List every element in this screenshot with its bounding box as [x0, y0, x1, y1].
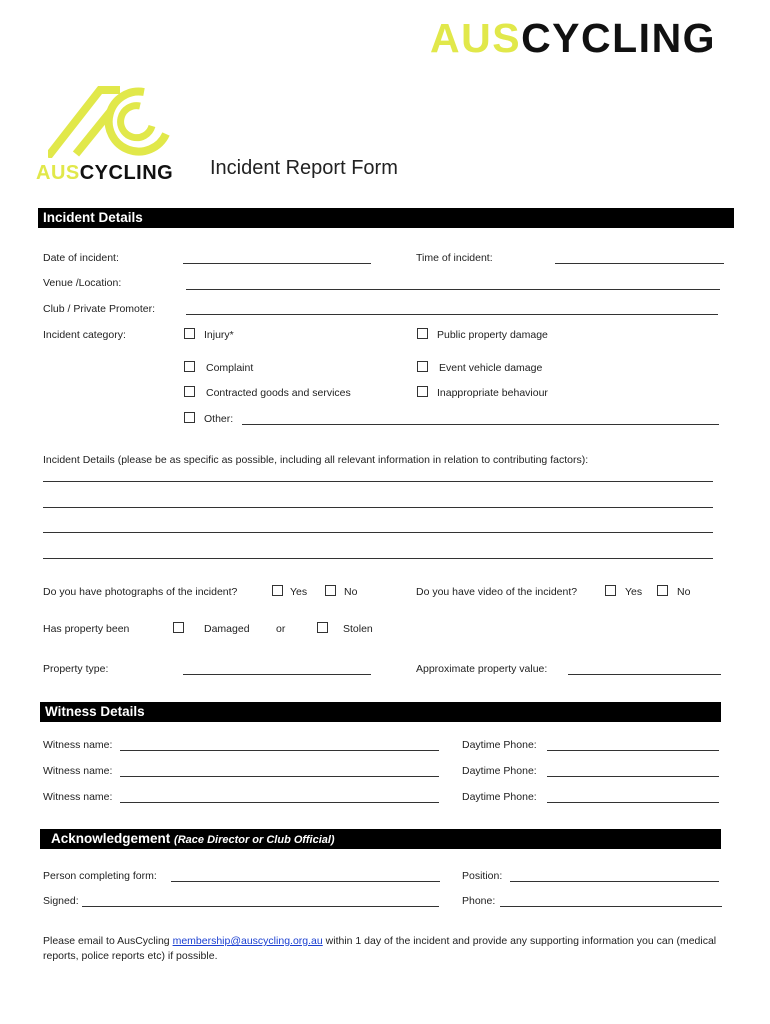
property-value-field[interactable]	[568, 674, 721, 675]
photos-no-checkbox[interactable]	[325, 585, 336, 596]
signed-label: Signed:	[43, 895, 79, 907]
complaint-label: Complaint	[206, 362, 254, 374]
witness-details-header-text: Witness Details	[45, 704, 145, 719]
incident-details-header-text: Incident Details	[43, 210, 143, 225]
details-line[interactable]	[43, 558, 713, 559]
photos-yes-label: Yes	[290, 586, 308, 598]
witness-name-label: Witness name:	[43, 739, 113, 751]
details-line[interactable]	[43, 532, 713, 533]
injury-checkbox[interactable]	[184, 328, 195, 339]
public-property-label: Public property damage	[437, 329, 548, 341]
person-completing-field[interactable]	[171, 881, 440, 882]
footer-pre-text: Please email to AusCycling	[43, 935, 173, 947]
photos-no-label: No	[344, 586, 358, 598]
stolen-label: Stolen	[343, 623, 373, 635]
acknowledgement-header	[40, 829, 721, 849]
witness-phone-field[interactable]	[547, 750, 719, 751]
event-vehicle-label: Event vehicle damage	[439, 362, 543, 374]
property-type-field[interactable]	[183, 674, 371, 675]
time-label: Time of incident:	[416, 252, 493, 264]
category-label: Incident category:	[43, 329, 126, 341]
property-value-label: Approximate property value:	[416, 663, 548, 675]
video-yes-checkbox[interactable]	[605, 585, 616, 596]
witness-phone-field[interactable]	[547, 776, 719, 777]
person-completing-label: Person completing form:	[43, 870, 157, 882]
other-field[interactable]	[242, 424, 719, 425]
signed-field[interactable]	[82, 906, 439, 907]
logo-small-cycling: CYCLING	[79, 162, 174, 184]
complaint-checkbox[interactable]	[184, 361, 195, 372]
phone-label: Phone:	[462, 895, 496, 907]
contracted-label: Contracted goods and services	[206, 387, 351, 399]
witness-phone-label: Daytime Phone:	[462, 791, 537, 803]
damaged-checkbox[interactable]	[173, 622, 184, 633]
venue-label: Venue /Location:	[43, 277, 122, 289]
event-vehicle-checkbox[interactable]	[417, 361, 428, 372]
photos-yes-checkbox[interactable]	[272, 585, 283, 596]
membership-email-link[interactable]: membership@auscycling.org.au	[172, 935, 323, 947]
inappropriate-checkbox[interactable]	[417, 386, 428, 397]
video-no-checkbox[interactable]	[657, 585, 668, 596]
witness-name-field[interactable]	[120, 776, 439, 777]
acknowledgement-header-text: Acknowledgement	[51, 831, 171, 846]
club-label: Club / Private Promoter:	[43, 303, 156, 315]
property-type-label: Property type:	[43, 663, 109, 675]
logo-cycling-text: CYCLING	[521, 15, 717, 61]
incident-details-label: Incident Details (please be as specific as possible, including all relevant information in relation to contributing factors):	[43, 454, 589, 466]
details-line[interactable]	[43, 481, 713, 482]
witness-details-header	[40, 702, 721, 722]
incident-details-header	[38, 208, 734, 228]
form-title: Incident Report Form	[210, 157, 398, 179]
logo-aus-text: AUS	[430, 15, 522, 61]
photos-question: Do you have photographs of the incident?	[43, 586, 238, 598]
auscycling-logo-top	[430, 14, 716, 62]
injury-label: Injury*	[204, 329, 234, 341]
witness-phone-label: Daytime Phone:	[462, 739, 537, 751]
footer-instructions	[43, 934, 733, 964]
witness-name-label: Witness name:	[43, 765, 113, 777]
logo-small-aus: AUS	[36, 162, 80, 184]
footer-post-text: within 1 day of the incident and provide any supporting information you can (medical reports, police reports etc) if possible.	[43, 935, 717, 962]
witness-name-label: Witness name:	[43, 791, 113, 803]
video-question: Do you have video of the incident?	[416, 586, 578, 598]
acknowledgement-header-subtext: (Race Director or Club Official)	[174, 834, 335, 846]
video-yes-label: Yes	[625, 586, 643, 598]
stolen-checkbox[interactable]	[317, 622, 328, 633]
witness-name-field[interactable]	[120, 750, 439, 751]
or-label: or	[276, 623, 286, 635]
date-field[interactable]	[183, 263, 371, 264]
club-field[interactable]	[186, 314, 718, 315]
damaged-label: Damaged	[204, 623, 250, 635]
auscycling-logo-small	[36, 162, 173, 185]
witness-phone-label: Daytime Phone:	[462, 765, 537, 777]
other-label: Other:	[204, 413, 234, 425]
contracted-checkbox[interactable]	[184, 386, 195, 397]
other-checkbox[interactable]	[184, 412, 195, 423]
position-label: Position:	[462, 870, 503, 882]
public-property-checkbox[interactable]	[417, 328, 428, 339]
auscycling-emblem-icon	[48, 86, 178, 158]
witness-name-field[interactable]	[120, 802, 439, 803]
video-no-label: No	[677, 586, 691, 598]
phone-field[interactable]	[500, 906, 722, 907]
property-label: Has property been	[43, 623, 130, 635]
date-label: Date of incident:	[43, 252, 119, 264]
venue-field[interactable]	[186, 289, 720, 290]
inappropriate-label: Inappropriate behaviour	[437, 387, 548, 399]
position-field[interactable]	[510, 881, 719, 882]
details-line[interactable]	[43, 507, 713, 508]
witness-phone-field[interactable]	[547, 802, 719, 803]
time-field[interactable]	[555, 263, 724, 264]
